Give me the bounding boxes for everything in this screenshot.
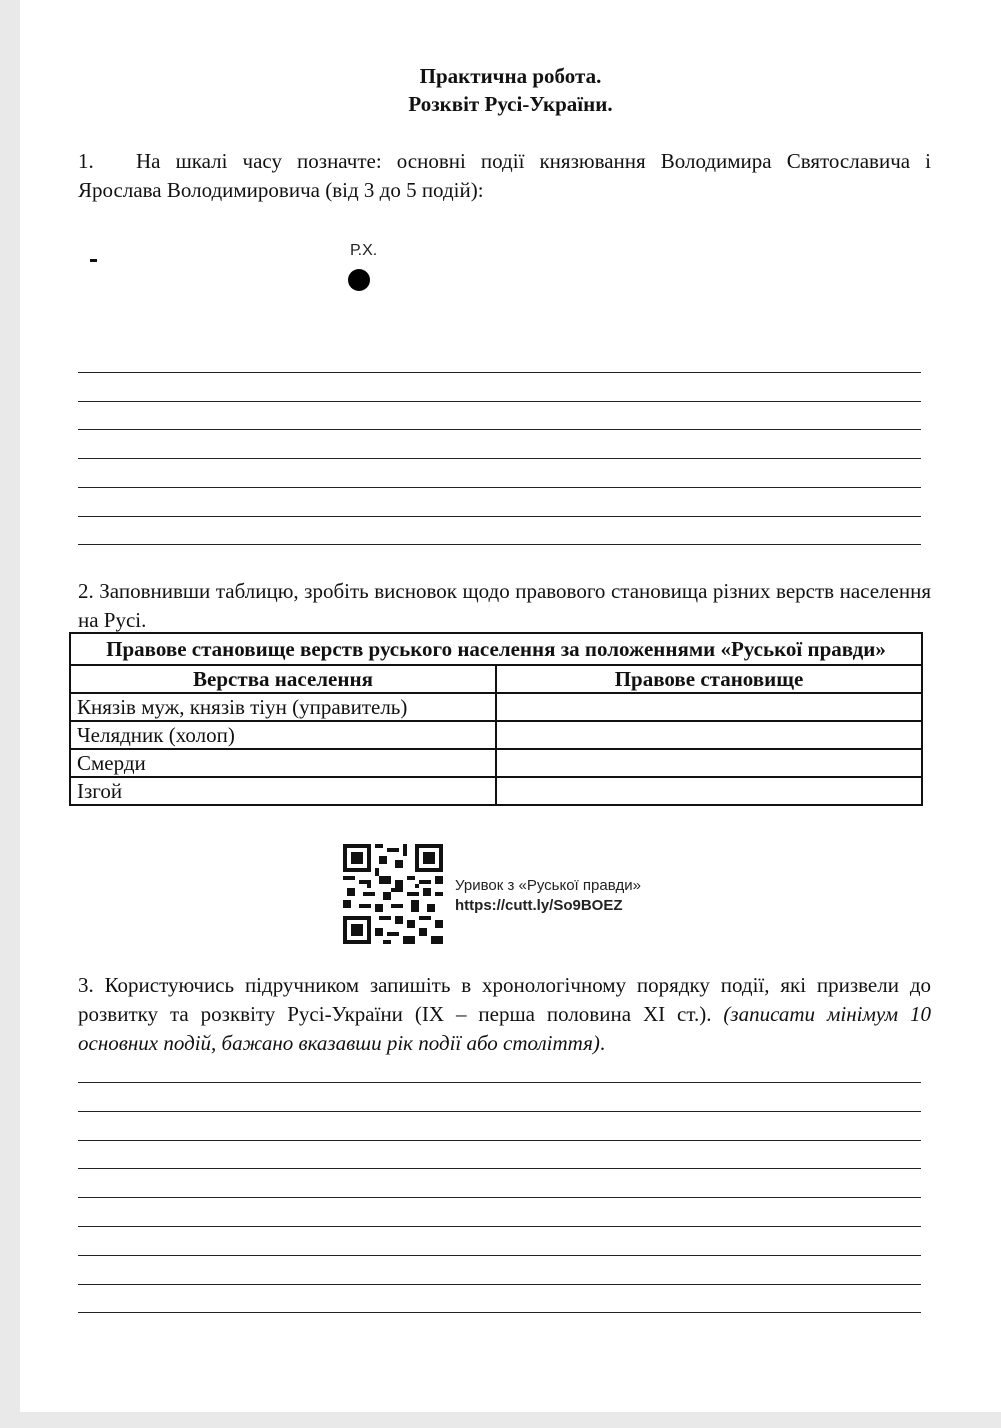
table-row — [70, 721, 922, 749]
table-cell-population: Смерди — [70, 749, 496, 777]
table-header-population: Верства населення — [70, 665, 496, 693]
task1-instruction: На шкалі часу позначте: основні події князювання Володимира Святославича і Ярослава Володимировича (від 3 до 5 подій): — [78, 149, 931, 202]
answer-line[interactable] — [78, 1255, 921, 1256]
qr-caption — [455, 876, 641, 916]
answer-line[interactable] — [78, 1111, 921, 1112]
task3-end: . — [599, 1031, 606, 1055]
table-header-legal-status: Правове становище — [496, 665, 922, 693]
task3-note: (записати мінімум 10 основних подій, бажано вказавши рік події або століття) — [78, 1002, 931, 1055]
timeline-origin-dot — [348, 269, 370, 291]
answer-line[interactable] — [78, 1140, 921, 1141]
answer-line[interactable] — [78, 1312, 921, 1313]
table-row — [70, 777, 922, 805]
qr-url-link[interactable]: https://cutt.ly/So9BOEZ — [455, 897, 623, 914]
answer-line[interactable] — [78, 487, 921, 488]
answer-line[interactable] — [78, 458, 921, 459]
qr-code-icon[interactable] — [343, 844, 443, 944]
task3-text — [78, 971, 931, 1058]
table-cell-status[interactable] — [496, 749, 922, 777]
answer-line[interactable] — [78, 516, 921, 517]
answer-line[interactable] — [78, 544, 921, 545]
qr-caption-title: Уривок з «Руської правди» — [455, 877, 641, 894]
table-row — [70, 693, 922, 721]
answer-line[interactable] — [78, 401, 921, 402]
answer-line[interactable] — [78, 1284, 921, 1285]
timeline-rx-label: Р.Х. — [350, 242, 378, 259]
task2-text: 2. Заповнивши таблицю, зробіть висновок щодо правового становища різних верств населення на Русі. — [78, 579, 931, 632]
task1-number: 1. — [78, 149, 94, 173]
answer-line[interactable] — [78, 1168, 921, 1169]
legal-status-table — [69, 632, 923, 806]
table-row — [70, 749, 922, 777]
table-cell-population: Ізгой — [70, 777, 496, 805]
page-title: Практична робота. — [419, 64, 602, 88]
answer-line[interactable] — [78, 1082, 921, 1083]
answer-line[interactable] — [78, 1226, 921, 1227]
table-cell-status[interactable] — [496, 693, 922, 721]
table-cell-population: Челядник (холоп) — [70, 721, 496, 749]
answer-line[interactable] — [78, 429, 921, 430]
table-caption: Правове становище верств руського населення за положеннями «Руської правди» — [70, 633, 922, 665]
timeline-minus-mark — [90, 259, 97, 262]
table-cell-population: Князів муж, князів тіун (управитель) — [70, 693, 496, 721]
worksheet-page — [20, 0, 1001, 1412]
task3-instruction: 3. Користуючись підручником запишіть в хронологічному порядку події, які призвели до розвитку та розквіту Русі-України (IX – перша половина XI ст.). — [78, 973, 931, 1026]
task1-text — [78, 147, 931, 205]
page-subtitle: Розквіт Русі-України. — [408, 92, 613, 116]
answer-line[interactable] — [78, 372, 921, 373]
table-cell-status[interactable] — [496, 721, 922, 749]
table-cell-status[interactable] — [496, 777, 922, 805]
answer-line[interactable] — [78, 1197, 921, 1198]
